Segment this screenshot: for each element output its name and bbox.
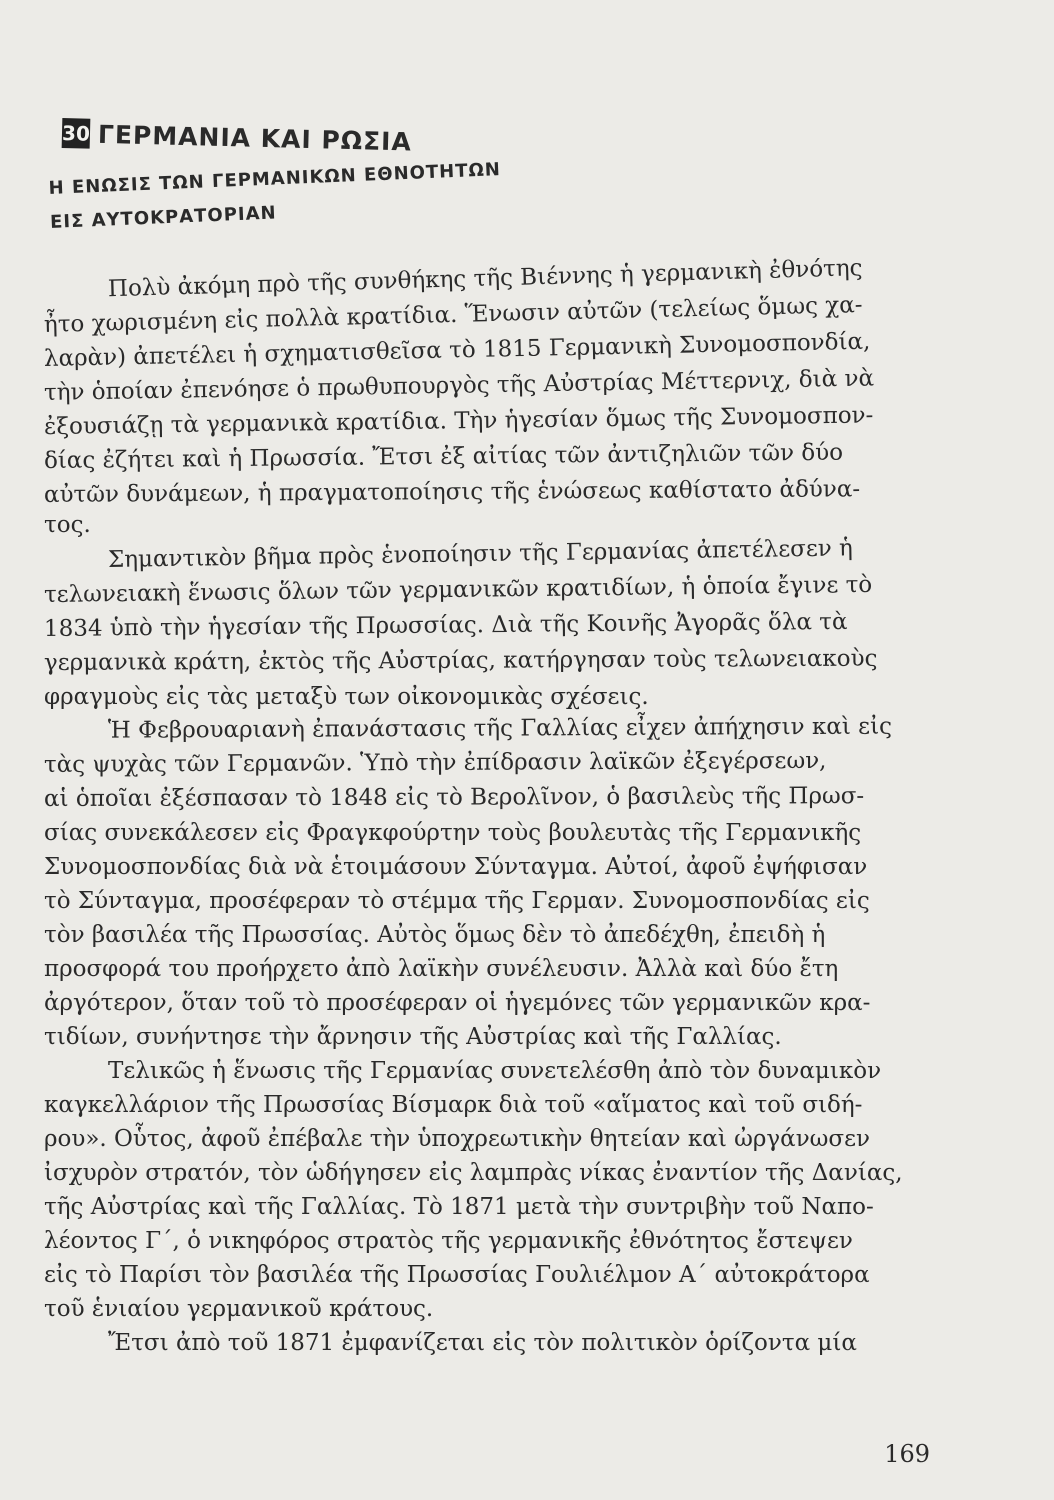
text-line: Σημαντικὸν βῆμα πρὸς ἑνοποίησιν τῆς Γερμανίας ἀπετέλεσεν ἡ bbox=[107, 535, 854, 573]
text-line: αὐτῶν δυνάμεων, ἡ πραγματοποίησις τῆς ἑνώσεως καθίστατο ἀδύνα- bbox=[43, 476, 861, 508]
text-line: δίας ἐζήτει καὶ ἡ Πρωσσία. Ἔτσι ἐξ αἰτίας τῶν ἀντιζηλιῶν τῶν δύο bbox=[43, 439, 844, 474]
text-line: λαρὰν) ἀπετέλει ἡ σχηματισθεῖσα τὸ 1815 Γερμανικὴ Συνομοσπονδία, bbox=[43, 328, 871, 372]
text-line: προσφορά του προήρχετο ἀπὸ λαϊκὴν συνέλευσιν. Ἀλλὰ καὶ δύο ἔτη bbox=[44, 956, 839, 982]
text-line: φραγμοὺς εἰς τὰς μεταξὺ των οἰκονομικὰς σχέσεις. bbox=[44, 684, 649, 710]
body-text bbox=[43, 255, 924, 1356]
text-line: ἦτο χωρισμένη εἰς πολλὰ κρατίδια. Ἕνωσιν αὐτῶν (τελείως ὅμως χα- bbox=[43, 292, 863, 338]
text-line: σίας συνεκάλεσεν εἰς Φραγκφούρτην τοὺς βουλευτὰς τῆς Γερμανικῆς bbox=[44, 820, 862, 846]
text-line: αἱ ὁποῖαι ἐξέσπασαν τὸ 1848 εἰς τὸ Βερολῖνον, ὁ βασιλεὺς τῆς Πρωσ- bbox=[43, 783, 865, 812]
text-line: ἐξουσιάζῃ τὰ γερμανικὰ κρατίδια. Τὴν ἡγεσίαν ὅμως τῆς Συνομοσπον- bbox=[43, 402, 874, 440]
chapter-number-badge: 30 bbox=[62, 118, 91, 149]
text-line: Συνομοσπονδίας διὰ νὰ ἑτοιμάσουν Σύνταγμα. Αὐτοί, ἀφοῦ ἐψήφισαν bbox=[44, 854, 868, 880]
section-title-line-1: Η ΕΝΩΣΙΣ ΤΩΝ ΓΕΡΜΑΝΙΚΩΝ ΕΘΝΟΤΗΤΩΝ bbox=[48, 159, 502, 199]
section-title bbox=[48, 153, 503, 240]
text-line: τὰς ψυχὰς τῶν Γερμανῶν. Ὑπὸ τὴν ἐπίδρασιν λαϊκῶν ἐξεγέρσεων, bbox=[43, 747, 827, 778]
text-line: Ἡ Φεβρουαριανὴ ἐπανάστασις τῆς Γαλλίας εἶχεν ἀπήχησιν καὶ εἰς bbox=[107, 713, 893, 744]
text-line: τος. bbox=[44, 512, 91, 538]
text-line: τῆς Αὐστρίας καὶ τῆς Γαλλίας. Τὸ 1871 μετὰ τὴν συντριβὴν τοῦ Ναπο- bbox=[44, 1194, 874, 1220]
chapter-title: ΓΕΡΜΑΝΙΑ ΚΑΙ ΡΩΣΙΑ bbox=[97, 119, 413, 157]
text-line: ἰσχυρὸν στρατόν, τὸν ὡδήγησεν εἰς λαμπρὰς νίκας ἐναντίον τῆς Δανίας, bbox=[44, 1160, 903, 1186]
text-line: ἀργότερον, ὅταν τοῦ τὸ προσέφεραν οἱ ἡγεμόνες τῶν γερμανικῶν κρα- bbox=[44, 990, 871, 1016]
page-number: 169 bbox=[884, 1440, 930, 1468]
text-line: τὸν βασιλέα τῆς Πρωσσίας. Αὐτὸς ὅμως δὲν τὸ ἀπεδέχθη, ἐπειδὴ ἡ bbox=[44, 922, 826, 948]
text-line: τελωνειακὴ ἕνωσις ὅλων τῶν γερμανικῶν κρατιδίων, ἡ ὁποία ἔγινε τὸ bbox=[43, 571, 873, 608]
chapter-header bbox=[62, 118, 413, 157]
text-line: τὸ Σύνταγμα, προσέφεραν τὸ στέμμα τῆς Γερμαν. Συνομοσπονδίας εἰς bbox=[44, 888, 870, 914]
text-line: Ἔτσι ἀπὸ τοῦ 1871 ἐμφανίζεται εἰς τὸν πολιτικὸν ὁρίζοντα μία bbox=[108, 1330, 857, 1356]
text-line: τιδίων, συνήντησε τὴν ἄρνησιν τῆς Αὐστρίας καὶ τῆς Γαλλίας. bbox=[44, 1024, 782, 1050]
text-line: 1834 ὑπὸ τὴν ἡγεσίαν τῆς Πρωσσίας. Διὰ τῆς Κοινῆς Ἀγορᾶς ὅλα τὰ bbox=[43, 608, 848, 642]
text-line: Πολὺ ἀκόμη πρὸ τῆς συνθήκης τῆς Βιέννης ἡ γερμανικὴ ἐθνότης bbox=[107, 255, 863, 303]
text-line: λέοντος Γ΄, ὁ νικηφόρος στρατὸς τῆς γερμανικῆς ἐθνότητος ἔστεψεν bbox=[44, 1228, 853, 1254]
section-title-line-2: ΕΙΣ ΑΥΤΟΚΡΑΤΟΡΙΑΝ bbox=[49, 202, 277, 233]
text-line: τὴν ὁποίαν ἐπενόησε ὁ πρωθυπουργὸς τῆς Αὐστρίας Μέττερνιχ, διὰ νὰ bbox=[43, 365, 875, 406]
text-line: Τελικῶς ἡ ἕνωσις τῆς Γερμανίας συνετελέσθη ἀπὸ τὸν δυναμικὸν bbox=[108, 1058, 882, 1084]
text-line: εἰς τὸ Παρίσι τὸν βασιλέα τῆς Πρωσσίας Γουλιέλμον Α΄ αὐτοκράτορα bbox=[44, 1262, 870, 1288]
text-line: καγκελλάριον τῆς Πρωσσίας Βίσμαρκ διὰ τοῦ «αἵματος καὶ τοῦ σιδή- bbox=[44, 1092, 863, 1118]
text-line: ρου». Οὗτος, ἀφοῦ ἐπέβαλε τὴν ὑποχρεωτικὴν θητείαν καὶ ὠργάνωσεν bbox=[44, 1126, 871, 1152]
text-line: γερμανικὰ κράτη, ἐκτὸς τῆς Αὐστρίας, κατήργησαν τοὺς τελωνειακοὺς bbox=[43, 645, 878, 676]
text-line: τοῦ ἑνιαίου γερμανικοῦ κράτους. bbox=[44, 1296, 434, 1322]
